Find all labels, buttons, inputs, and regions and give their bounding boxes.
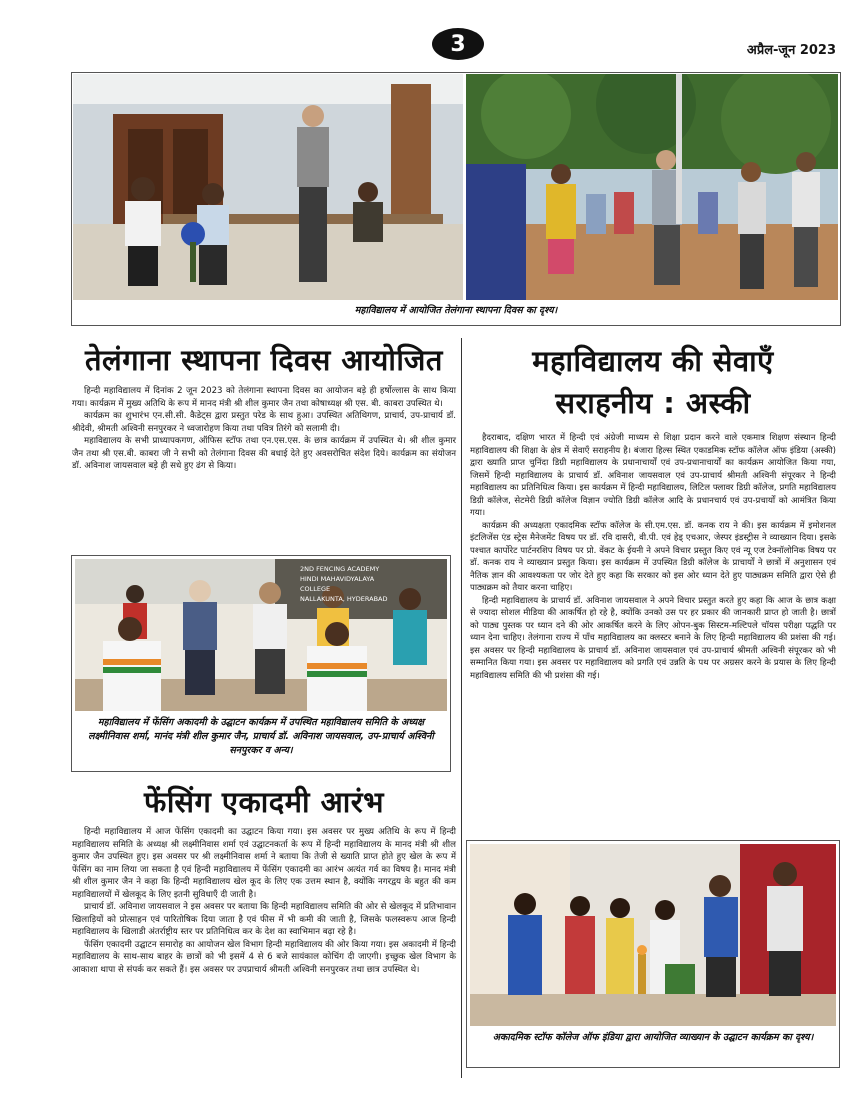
asci-body: [470, 432, 836, 682]
asci-paragraph-1: हैदराबाद, दक्षिण भारत में हिन्दी एवं अंग्रेजी माध्यम से शिक्षा प्रदान करने वाले एकमात्र शिक्षण संस्थान हिन्दी महाविद्यालय की शिक्षा के क्षेत्र में सेवाएँ सराहनीय है। बंजारा हिल्स स्थित एकाडमिक स्टॉफ कॉलेज ऑफ इंडिया (अस्की) द्वारा ख्याति प्राप्त चुनिंदा डिग्री महाविद्यालय के प्रधानाचार्यों एवं उप-प्रधानाचार्यों का कार्यक्रम आयोजित किया गया, जिसमें हिन्दी महाविद्यालय के प्राचार्य डॉ. अविनाश जायसवाल एवं उप-प्राचार्य श्रीमती अश्विनी संपूरकर ने हिन्दी महाविद्यालय का प्रतिनिधित्व किया। इस कार्यक्रम में हिन्दी महाविद्यालय, लिटिल फ्लावर डिग्री कॉलेज, प्रगति महाविद्यालय डिग्री कॉलेज, सेटमेरी डिग्री कॉलेज विज्ञान ज्योति डिग्री कॉलेज आदि के प्रधानचार्य एवं उप-प्रचार्यों को आमंत्रित किया गया।: [470, 433, 836, 518]
telangana-paragraph-1: हिन्दी महाविद्यालय में दिनांक 2 जून 2023 को तेलंगाना स्थापना दिवस का आयोजन बड़े ही हर्षोल्लास के साथ किया गया। कार्यक्रम में मुख्य अतिथि के रूप में मानद मंत्री श्री शील कुमार जैन तथा कोषाध्यक्ष श्री एस. बी. काबरा उपस्थित थे।: [72, 386, 456, 409]
top-photo-left: [73, 74, 463, 300]
asci-photo: [470, 844, 836, 1026]
fencing-body: [72, 826, 456, 976]
telangana-paragraph-2: कार्यक्रम का शुभारंभ एन.सी.सी. कैडेट्स द्वारा प्रस्तुत परेड के साथ हुआ। उपस्थित अतिथिगण, प्राचार्य, उप-प्राचार्य डॉ. श्रीदेवी, श्रीमती अश्विनी सनपुरकर ने ध्वजारोहण किया तथा पवित्र तिरंगे को सलामी दी।: [72, 411, 456, 434]
banner-line-1: 2ND FENCING ACADEMY: [300, 565, 380, 573]
fencing-paragraph-1: हिन्दी महाविद्यालय में आज फेंसिंग एकादमी का उद्घाटन किया गया। इस अवसर पर मुख्य अतिथि के रूप में हिन्दी महाविद्यालय समिति के अध्यक्ष श्री लक्ष्मीनिवास शर्मा एवं उद्घाटनकर्ता के रूप में हिन्दी महाविद्यालय के मानद मंत्री श्री शील कुमार जैन उपस्थित हुए। इस अवसर पर श्री लक्ष्मीनिवास शर्मा ने बताया कि तेजी से ख्याति प्राप्त होते हुए खेल के रूप में फेंसिंग का नाम लिया जा सकता है एवं हिन्दी महाविद्यालय में फेंसिंग एकादमी का आरंभ अत्यंत गर्व का विषय है। मानद मंत्री श्री शील कुमार जैन ने कहा कि हिन्दी महाविद्यालय खेल कूद के लिए एक उत्तम स्थान है, क्योंकि नगरद्वय के बहुत की कम महाविद्यालयों में खेलकूद के लिए इतनी सुविधाएँ दी जाती है।: [72, 827, 456, 900]
issue-date: अप्रैल-जून 2023: [746, 43, 836, 58]
asci-headline-line-2: सराहनीय : अस्की: [555, 386, 751, 420]
asci-photo-caption: अकादमिक स्टॉफ कॉलेज ऑफ इंडिया द्वारा आयोजित व्याख्यान के उद्घाटन कार्यक्रम का दृश्य।: [492, 1032, 814, 1043]
fencing-headline: फेंसिंग एकादमी आरंभ: [144, 785, 384, 819]
banner-line-2: HINDI MAHAVIDYALAYA: [300, 575, 375, 583]
fencing-paragraph-2: प्राचार्य डॉ. अविनाश जायसवाल ने इस अवसर पर बताया कि हिन्दी महाविद्यालय समिति की ओर से खेलकूद में प्रतिभावान खिलाड़ियों को प्रोत्साहन एवं पारितोषिक दिया जाता है एवं फीस में भी कमी की जाती है, जिसके फलस्वरूप आज हिन्दी महाविद्यालय के खिलाडी अंतर्राष्ट्रीय स्तर पर प्रतिनिधित्व कर के देश का स्वाभिमान बढ़ा रहे है।: [72, 902, 456, 937]
banner-line-3: COLLEGE: [300, 585, 331, 593]
banner-line-4: NALLAKUNTA, HYDERABAD: [300, 595, 388, 603]
top-photo-right: [466, 74, 838, 300]
asci-paragraph-3: हिन्दी महाविद्यालय के प्राचार्य डॉ. अविनाश जायसवाल ने अपने विचार प्रस्तुत करते हुए कहा कि आज के छात्र कक्षा से ज्यादा सोशल मीडिया की आकर्षित हो रहे है, क्योंकि उनको उस पर हर प्रकार की जानकारी प्राप्त हो जाती है। छात्रों को पाठ्य पुस्तक पर ध्यान दने की ओर आकर्षित करने के लिए ओपन-बुक सिस्टम-मल्टिपले चॉयस परीक्षा पद्धति पर ध्यान देना चाहिए। तेलंगाना राज्य में पाँच महाविद्यालय का क्लस्टर बनाने के लिए हिन्दी महाविद्यालय की प्रशंसा की गई। इस अवसर पर हिन्दी महाविद्यालय के प्राचार्य डॉ. अविनाश जायसवाल एवं उप-प्राचार्य श्रीमती अश्विनी संपूरकर को भी सम्मानित किया गया। इस अवसर पर महाविद्यालय को प्रगति एवं उन्नति के पथ पर अग्रसर करने के प्रयास के लिए हिन्दी महाविद्यालय समिति की भी प्रशंसा की गई।: [470, 595, 836, 681]
fencing-paragraph-3: फेंसिंग एकादमी उद्घाटन समारोह का आयोजन खेल विभाग हिन्दी महाविद्यालय की ओर किया गया। इस अकादमी में हिन्दी महाविद्यालय के साथ-साथ बाहर के छात्रों को भी इसमें 4 से 6 बजे सायंकाल कोचिंग दी जाएगी। इच्छुक खेल विभाग के आकाशा थापा से संपर्क कर सकते हैं। इस अवसर पर उपप्राचार्य श्रीमती अश्विनी सनपुरकर तथा छात्र उपस्थित थे।: [72, 939, 456, 975]
fencing-photo: [75, 559, 447, 711]
telangana-paragraph-3: महाविद्यालय के सभी प्राध्यापकगण, ऑफिस स्टॉफ तथा एन.एस.एस. के छात्र कार्यक्रम में उपस्थित थे। श्री शील कुमार जैन तथा श्री एस.बी. काबरा जी ने सभी को तेलंगाना दिवस की बधाई देते हुए अवसरोचित संदेश दिये। कार्यक्रम का संयोजन डॉ. अविनाश जायसवाल बड़े ही सधे हुए ढंग से किया।: [72, 436, 456, 471]
fencing-photo-caption: महाविद्यालय में फेंसिंग अकादमी के उद्घाटन कार्यक्रम में उपस्थित महाविद्यालय समिति के अध्यक्ष लक्ष्मीनिवास शर्मा, मानंद मंत्री शील कुमार जैन, प्राचार्य डॉ. अविनाश जायसवाल, उप-प्राचार्य अश्विनी सनपुरकर व अन्य।: [88, 717, 434, 756]
fencing-photo-frame: [71, 555, 451, 772]
column-divider: [461, 338, 462, 1078]
top-photo-caption: महाविद्यालय में आयोजित तेलंगाना स्थापना दिवस का दृश्य।: [354, 305, 558, 316]
top-photo-frame: [71, 72, 841, 326]
telangana-headline: तेलंगाना स्थापना दिवस आयोजित: [85, 343, 443, 377]
asci-headline-line-1: महाविद्यालय की सेवाएँ: [532, 344, 774, 378]
asci-paragraph-2: कार्यक्रम की अध्यक्षता एकादमिक स्टॉफ कॉलेज के सी.एम.एस. डॉ. कनक राय ने की। इस कार्यक्रम में इमोशनल इंटलिजेंस एंड स्ट्रेस मैनेजमेंट विषय पर डॉ. रवि दासरी, वी.पी. एवं हेड् एचआर, जेस्पर इंडस्ट्रीस ने व्याख्यान दिया। इसके पश्चात कार्पोरेट पार्टनरशिप विषय पर प्रो. वेंकट के ईयनी ने अपने विचार प्रस्तुत किए एवं न्यू एज टेक्नॉलोनिक विषय पर डॉ. कनक राय ने व्याख्यान प्रस्तुत किया। इस कार्यक्रम में उपस्थित डिग्री कॉलेज के प्राचार्यों ने छात्रों में अनुशासन एवं नैतिक ज्ञान की आवश्यकता पर जोर देते हुए कहा कि सरकार को इस ओर ध्यान देते हुए पाठ्यक्रम समिति द्वारा ऐसे ही पाठ्यक्रम को तैयार करना चाहिए।: [470, 520, 836, 593]
page-number: 3: [432, 28, 484, 60]
telangana-body: [72, 385, 456, 473]
asci-photo-frame: [466, 840, 840, 1068]
